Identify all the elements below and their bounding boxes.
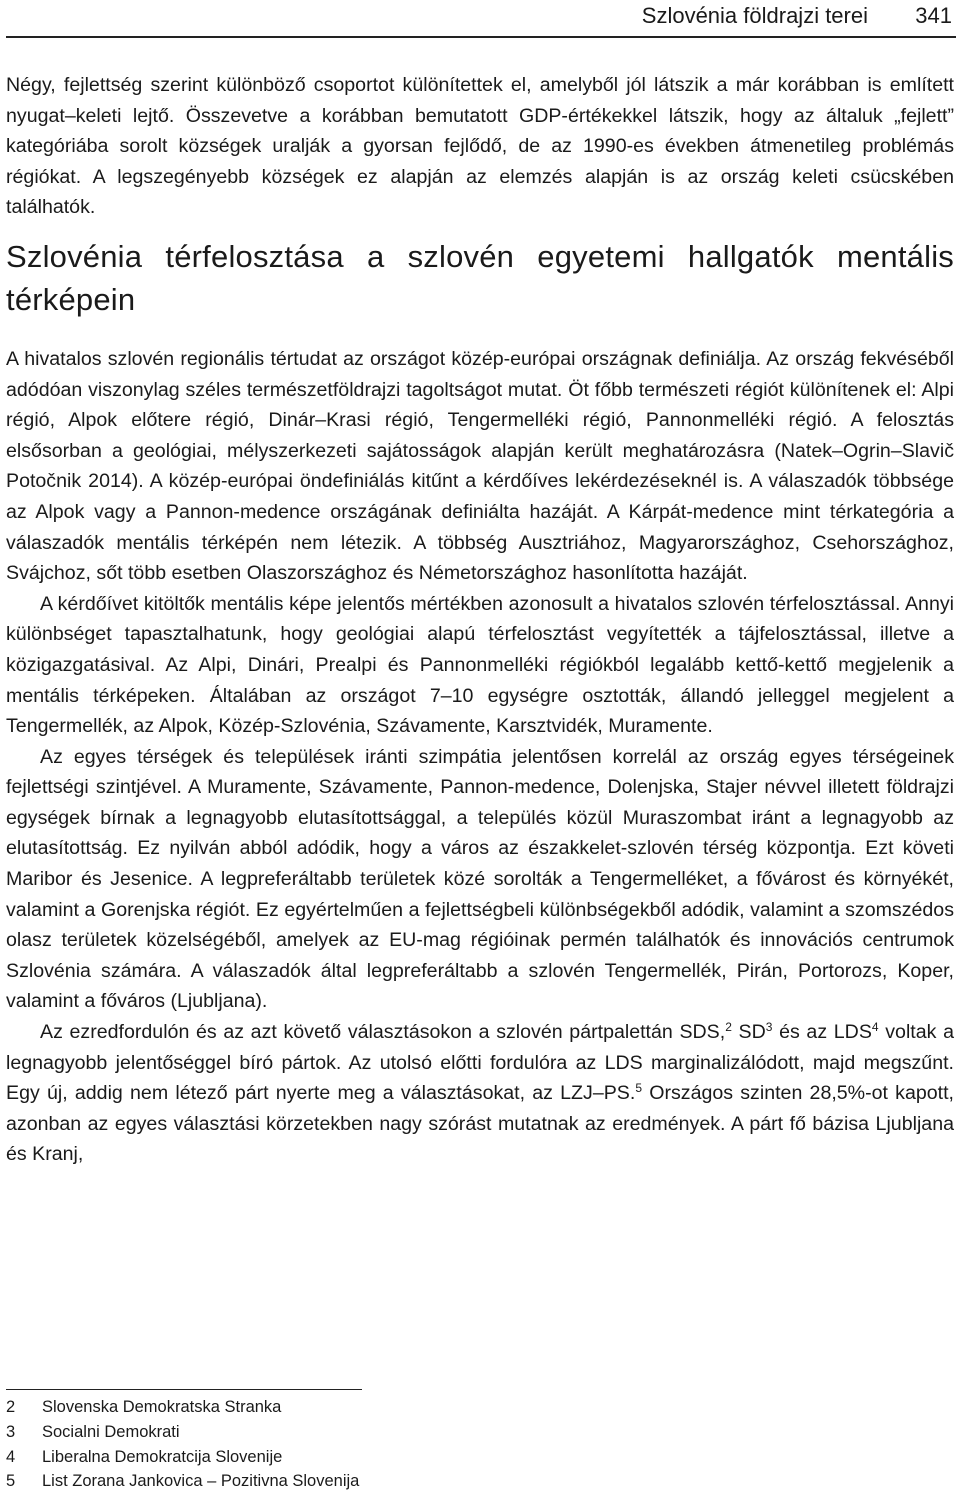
- header-rule: [6, 36, 956, 38]
- paragraph-text: SD: [731, 1021, 766, 1044]
- footnotes: [6, 1395, 359, 1494]
- paragraph: A hivatalos szlovén regionális tértudat az országot közép-európai országnak definiálja. Az ország fekvéséből adódóan viszonylag széles természetföldrajzi tagoltságot mutat. Öt főbb természeti régiót különítenek el: Alpi régió, Alpok előtere régió, Dinár–Krasi régió, Tengermelléki régió, Pannonmelléki régió. A felosztás elsősorban a geológiai, mélyszerkezeti sajátosságok alapján került meghatározásra (Natek–Ogrin–Slavič Potočnik 2014). A közép-európai öndefiniálás kitűnt a kérdőíves lekérdezéseknél is. A válaszadók többsége az Alpok vagy a Pannon-medence országának definiálta hazáját. A Kárpát-medence mint térkategória a válaszadók mentális térképén nem létezik. A többség Ausztriához, Magyarországhoz, Csehországhoz, Svájchoz, sőt több esetben Olaszországhoz és Németországhoz hasonlította hazáját.: [6, 347, 954, 585]
- footnote-text: Liberalna Demokratcija Slovenije: [42, 1447, 283, 1466]
- footnote: [6, 1395, 359, 1420]
- footnote-number: 4: [6, 1447, 16, 1466]
- footnote-rule: [6, 1389, 362, 1390]
- paragraph: Az egyes térségek és települések iránti szimpátia jelentősen korrelál az ország egyes térségeinek fejlettségi szintjével. A Muramente, Szávamente, Pannon-medence, Dolenjska, Stajer névvel illetett földrajzi egységek bírnak a legnagyobb elutasítottsággal, a település közül Muraszombat iránt a legnagyobb az elutasítottság. Ez nyilván abból adódik, hogy a város az északkelet-szlovén térség központja. Ezt követi Maribor és Jesenice. A legpreferáltabb területek közé sorolták a Tengermelléket, a fővárost és környékét, valamint a Gorenjska régiót. Ez egyértelműen a fejlettségbeli különbségekből adódik, valamint a szomszédos olasz területek közelségéből, amelyek az EU-mag régióinak permén találhatók és innovációs centrumok Szlovénia számára. A válaszadók által legpreferáltabb a szlovén Tengermellék, Pirán, Portorozs, Koper, valamint a főváros (Ljubljana).: [6, 745, 954, 1013]
- footnote: [6, 1445, 359, 1470]
- footnote-ref: 5: [635, 1081, 642, 1096]
- footnote-ref: 2: [725, 1020, 732, 1035]
- page-number: 341: [915, 3, 952, 28]
- section-title: Szlovénia térfelosztása a szlovén egyetemi hallgatók mentális térképein: [6, 238, 954, 317]
- running-title: Szlovénia földrajzi terei: [641, 3, 868, 28]
- footnote: [6, 1420, 359, 1445]
- footnote: [6, 1469, 359, 1494]
- footnote-text: Socialni Demokrati: [42, 1422, 180, 1441]
- paragraph: A kérdőívet kitöltők mentális képe jelentős mértékben azonosult a hivatalos szlovén térfelosztással. Annyi különbséget tapasztalhatunk, hogy geológiai alapú térfelosztást vegyítették a tájfelosztással, illetve a közigazgatásival. Az Alpi, Dinári, Prealpi és Pannonmelléki régiókból legalább kettő-kettő megjelenik a mentális térképeken. Általában az országot 7–10 egységre osztották, állandó jelleggel megjelent a Tengermellék, az Alpok, Közép-Szlovénia, Szávamente, Karsztvidék, Muramente.: [6, 592, 954, 738]
- body-text: [6, 70, 954, 1170]
- footnote-number: 5: [6, 1472, 16, 1491]
- paragraph: [6, 1017, 954, 1170]
- paragraph-text: Országos szinten 28,5%-ot kapott, azonban az egyes választási körzetekben nagy szórást mutatnak az eredmények. A párt fő bázisa Ljubljana és Kranj,: [6, 1082, 955, 1166]
- paragraph-text: voltak a legnagyobb jelentőséggel bíró pártok. Az utolsó előtti fordulóra az LDS marginalizálódott, majd megszűnt. Egy új, addig nem létező párt nyerte meg a választásokat, az LZJ–PS.: [6, 1021, 954, 1105]
- page-header: [0, 0, 960, 38]
- footnote-number: 2: [6, 1398, 16, 1416]
- footnote-text: List Zorana Jankovica – Pozitivna Slovenija: [42, 1472, 360, 1491]
- footnote-ref: 3: [765, 1020, 773, 1035]
- paragraph: Négy, fejlettség szerint különböző csoportot különítettek el, amelyből jól látszik a már korábban is említett nyugat–keleti lejtő. Összevetve a korábban bemutatott GDP-értékekkel látszik, hogy az általuk „fejlett” kategóriába sorolt községek uralják a gyorsan fejlődő, de az 1990-es években átmenetileg problémás régiókat. A legszegényebb községek ez alapján az elemzés alapján is az ország keleti csücskében találhatók.: [6, 74, 954, 219]
- paragraph-text: és az LDS: [772, 1021, 872, 1044]
- footnote-number: 3: [6, 1422, 16, 1441]
- footnote-text: Slovenska Demokratska Stranka: [42, 1398, 282, 1416]
- paragraph-text: Az ezredfordulón és az azt követő választásokon a szlovén pártpalettán SDS,: [40, 1021, 726, 1044]
- footnote-ref: 4: [871, 1020, 879, 1035]
